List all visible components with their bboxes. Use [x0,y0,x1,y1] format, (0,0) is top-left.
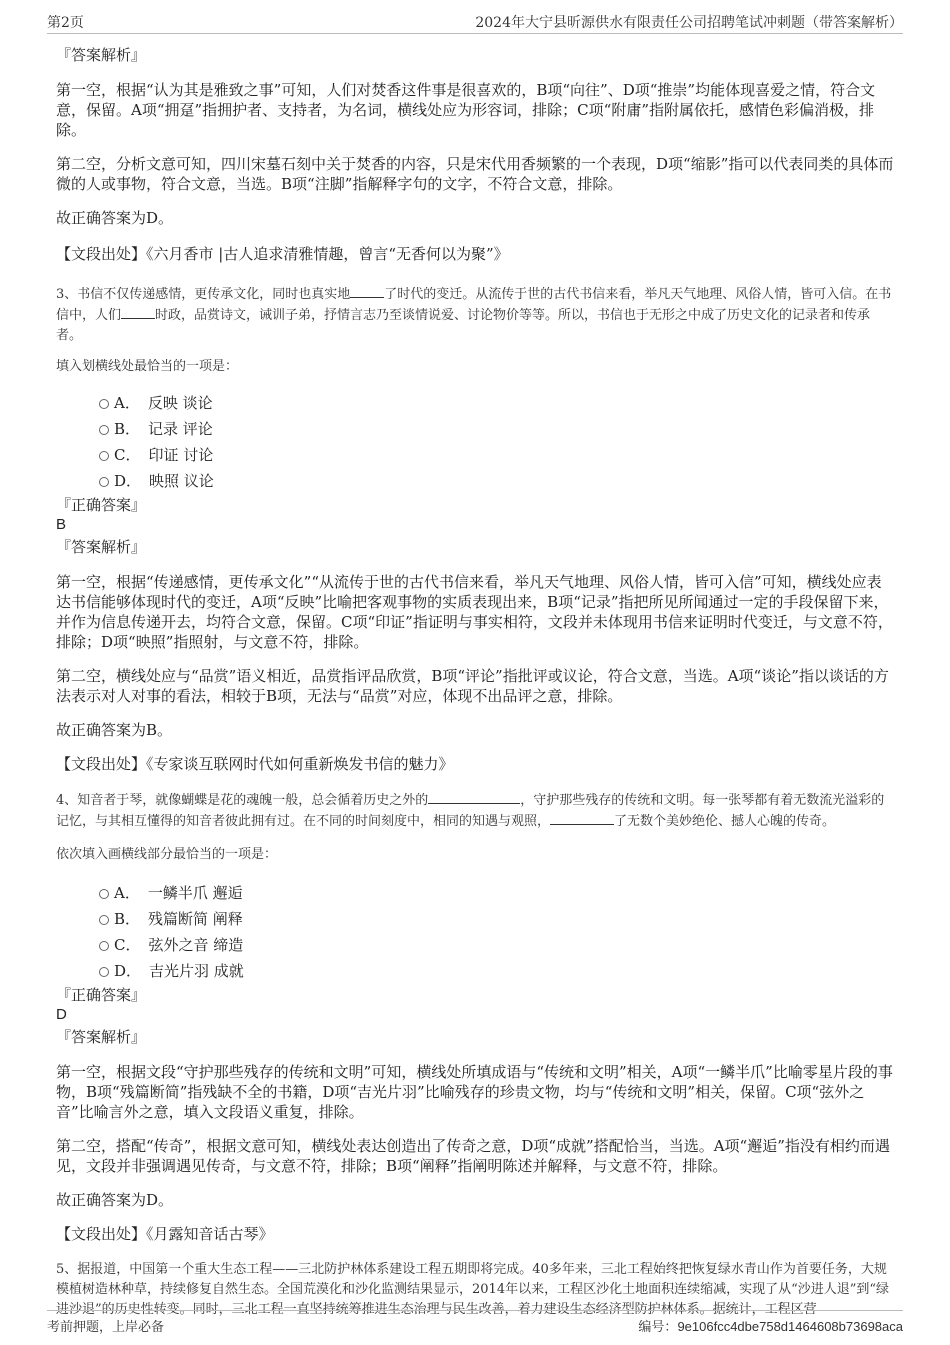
conclusion: 故正确答案为D。 [56,209,174,227]
radio-icon[interactable] [99,451,109,461]
analysis-paragraph: 第二空，横线处应与“品赏”语义相近，品赏指评品欣赏，B项“评论”指批评或议论，符合文意，当选。A项“谈论”指以谈话的方法表示对人对事的看法，相较于B项，无法与“品赏”对应，体现不出品评之意，排除。 [56,667,889,705]
option-d[interactable]: D． 吉光片羽 成就 [56,958,896,984]
footer-divider [47,1310,903,1311]
page-number: 第2页 [47,15,84,31]
conclusion: 故正确答案为B。 [56,721,173,739]
radio-icon[interactable] [99,399,109,409]
analysis-paragraph: 第一空，根据文段“守护那些残存的传统和文明”可知，横线处所填成语与“传统和文明”相关，A项“一鳞半爪”比喻零星片段的事物，B项“残篇断简”指残缺不全的书籍，D项“吉光片羽”比喻残存的珍贵文物，均与“传统和文明”相关，保留。C项“弦外之音”比喻言外之意，填入文段语义重复，排除。 [56,1063,893,1121]
page-footer [0,1310,950,1345]
source-citation: 【文段出处】《六月香市 |古人追求清雅情趣，曾言“无香何以为聚”》 [56,245,509,263]
analysis-paragraph: 第一空，根据“传递感情，更传承文化”“从流传于世的古代书信来看，举凡天气地理、风俗人情，皆可入信”可知，横线处应表达书信能够体现时代的变迁，A项“反映”比喻把客观事物的实质表现出来，B项“记录”指把所见所闻通过一定的手段保留下来，并作为信息传递开去，均符合文意，保留。C项“印证”指证明与事实相符，文段并未体现用书信来证明时代变迁，与文意不符，排除；D项“映照”指照射，与文意不符，排除。 [56,573,893,651]
source-citation: 【文段出处】《月露知音话古琴》 [56,1225,274,1243]
correct-answer-tag: 『正确答案』 [56,496,147,514]
question-4-options [56,880,896,984]
radio-icon[interactable] [99,967,109,977]
correct-answer: B [56,516,67,533]
option-a[interactable]: A． 反映 谈论 [56,390,896,416]
analysis-paragraph: 第一空，根据“认为其是雅致之事”可知，人们对焚香这件事是很喜欢的，B项“向往”、D项“推崇”均能体现喜爱之情，符合文意，保留。A项“拥趸”指拥护者、支持者，为名词，横线处应为形容词，排除；C项“附庸”指附属依托，感情色彩偏消极，排除。 [56,81,876,139]
question-4-prompt: 依次填入画横线部分最恰当的一项是： [56,847,278,862]
radio-icon[interactable] [99,425,109,435]
question-3-options [56,390,896,494]
radio-icon[interactable] [99,889,109,899]
option-c[interactable]: C． 印证 讨论 [56,442,896,468]
option-b[interactable]: B． 残篇断简 阐释 [56,906,896,932]
header-divider [47,33,903,34]
analysis-tag: 『答案解析』 [56,538,147,556]
page-header [0,0,950,34]
document-title: 2024年大宁县昕源供水有限责任公司招聘笔试冲刺题（带答案解析） [475,15,903,31]
option-d[interactable]: D． 映照 议论 [56,468,896,494]
footer-motto: 考前押题，上岸必备 [47,1320,165,1335]
correct-answer-tag: 『正确答案』 [56,986,147,1004]
footer-serial: 编号：9e106fcc4dbe758d1464608b73698aca [638,1319,903,1335]
conclusion: 故正确答案为D。 [56,1191,174,1209]
source-citation: 【文段出处】《专家谈互联网时代如何重新焕发书信的魅力》 [56,755,454,773]
analysis-paragraph: 第二空，搭配“传奇”，根据文意可知，横线处表达创造出了传奇之意，D项“成就”搭配恰当，当选。A项“邂逅”指没有相约而遇见，文段并非强调遇见传奇，与文意不符，排除；B项“阐释”指阐明陈述并解释，与文意不符，排除。 [56,1137,890,1175]
blank [350,284,384,298]
question-4-text: 4、知音者于琴，就像蝴蝶是花的魂魄一般，总会循着历史之外的 ，守护那些残存的传统和文明。每一张琴都有着无数流光溢彩的记忆，与其相互懂得的知音者彼此拥有过。在不同的时间刻度中，相同的知遇与观照， 了无数个美妙绝伦、撼人心魄的传奇。 [56,790,896,832]
radio-icon[interactable] [99,941,109,951]
blank [121,305,155,319]
question-3-text: 3、书信不仅传递感情，更传承文化，同时也真实地 了时代的变迁。从流传于世的古代书信来看，举凡天气地理、风俗人情，皆可入信。在书信中，人们 时政，品赏诗文，诫训子弟，抒情言志乃至谈情说爱、讨论物价等等。所以，书信也于无形之中成了历史文化的记录者和传承者。 [56,284,896,346]
blank [550,811,614,825]
question-5-text: 5、据报道，中国第一个重大生态工程——三北防护林体系建设工程五期即将完成。40多年来，三北工程始终把恢复绿水青山作为首要任务，大规模植树造林种草，持续修复自然生态。全国荒漠化和沙化监测结果显示，2014年以来，工程区沙化土地面积连续缩减，实现了从“沙进人退”到“绿进沙退”的历史性转变。同时，三北工程一直坚持统筹推进生态治理与民生改善，着力建设生态经济型防护林体系。据统计，工程区营 [56,1262,890,1317]
radio-icon[interactable] [99,477,109,487]
option-c[interactable]: C． 弦外之音 缔造 [56,932,896,958]
page-content [56,42,896,1320]
analysis-paragraph: 第二空，分析文意可知，四川宋墓石刻中关于焚香的内容，只是宋代用香频繁的一个表现，D项“缩影”指可以代表同类的具体而微的人或事物，符合文意，当选。B项“注脚”指解释字句的文字，不符合文意，排除。 [56,155,894,193]
question-3-prompt: 填入划横线处最恰当的一项是： [56,359,239,374]
option-a[interactable]: A． 一鳞半爪 邂逅 [56,880,896,906]
analysis-tag: 『答案解析』 [56,1028,147,1046]
analysis-tag: 『答案解析』 [56,46,147,64]
blank [428,790,520,804]
option-b[interactable]: B． 记录 评论 [56,416,896,442]
correct-answer: D [56,1006,67,1023]
radio-icon[interactable] [99,915,109,925]
